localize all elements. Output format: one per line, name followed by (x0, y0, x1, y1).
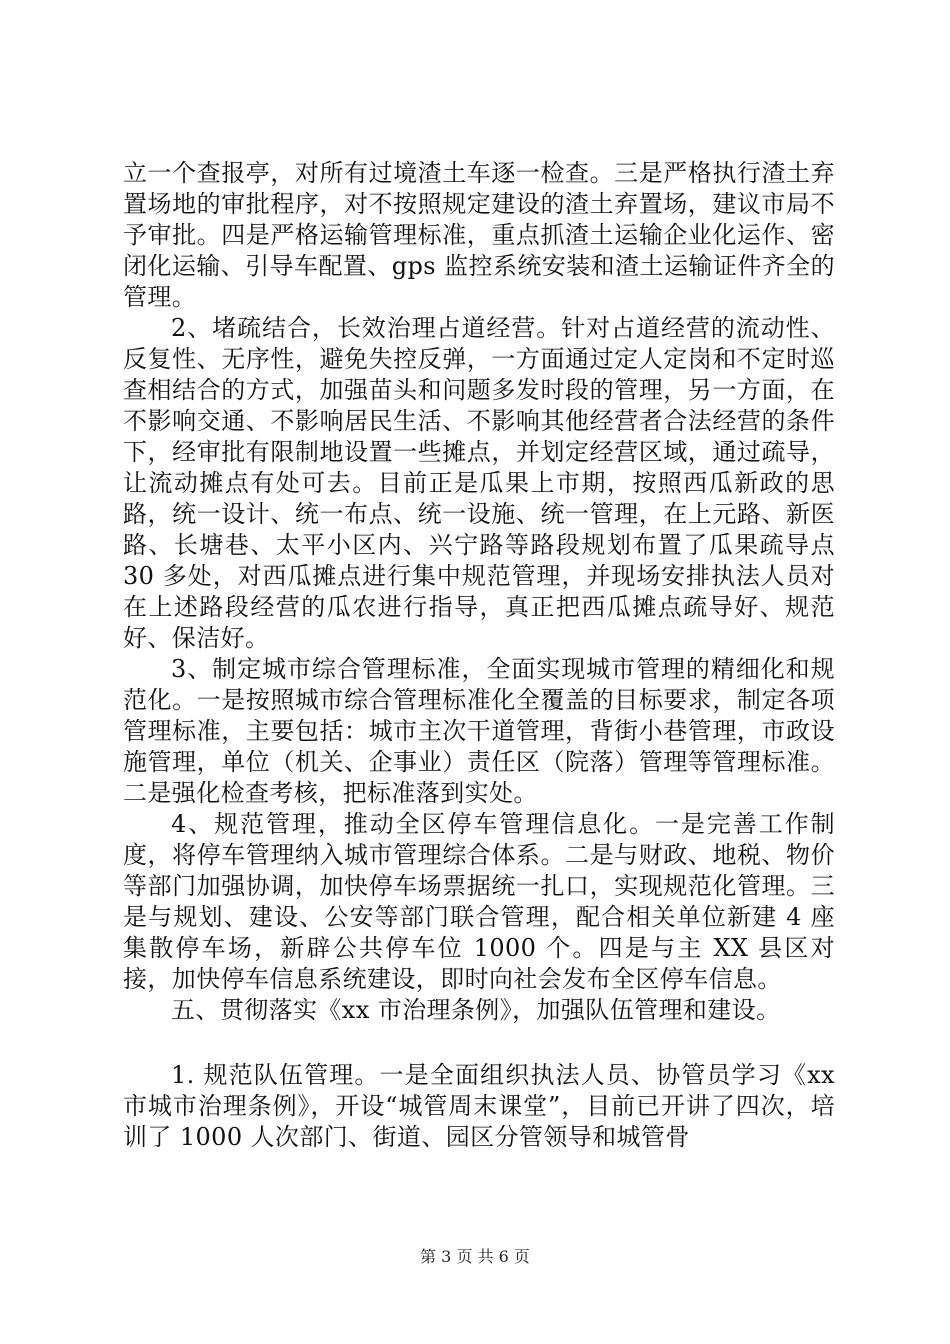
page-footer: 第 3 页 共 6 页 (420, 1247, 530, 1266)
paragraph-item-2: 2、堵疏结合，长效治理占道经营。针对占道经营的流动性、反复性、无序性，避免失控反弹，一方面通过定人定岗和不定时巡查相结合的方式，加强苗头和问题多发时段的管理，另一方面，在不影响交通、不影响居民生活、不影响其他经营者合法经营的条件下，经审批有限制地设置一些摊点，并划定经营区域，通过疏导，让流动摊点有处可去。目前正是瓜果上市期，按照西瓜新政的思路，统一设计、统一布点、统一设施、统一管理，在上元路、新医路、长塘巷、太平小区内、兴宁路等路段规划布置了瓜果疏导点 30 多处，对西瓜摊点进行集中规范管理，并现场安排执法人员对在上述路段经营的瓜农进行指导，真正把西瓜摊点疏导好、规范好、保洁好。 (123, 314, 835, 652)
document-body (123, 158, 835, 1153)
paragraph-gap (123, 1026, 835, 1060)
paragraph-item-4: 4、规范管理，推动全区停车管理信息化。一是完善工作制度，将停车管理纳入城市管理综合体系。二是与财政、地税、物价等部门加强协调，加快停车场票据统一扎口，实现规范化管理。三是与规划、建设、公安等部门联合管理，配合相关单位新建 4 座集散停车场，新辟公共停车位 1000 个。四是与主 XX 县区对接，加快停车信息系统建设，即时向社会发布全区停车信息。 (123, 810, 835, 993)
section-heading: 五、贯彻落实《xx 市治理条例》，加强队伍管理和建设。 (171, 996, 781, 1024)
paragraph-team-management: 1. 规范队伍管理。一是全面组织执法人员、协管员学习《xx 市城市治理条例》，开设“城管周末课堂”，目前已开讲了四次，培训了 1000 人次部门、街道、园区分管领导和城管骨 (123, 1061, 835, 1151)
paragraph-item-3: 3、制定城市综合管理标准，全面实现城市管理的精细化和规范化。一是按照城市综合管理标准化全覆盖的目标要求，制定各项管理标准，主要包括：城市主次干道管理，背街小巷管理，市政设施管理，单位（机关、企事业）责任区（院落）管理等管理标准。二是强化检查考核，把标准落到实处。 (123, 655, 835, 807)
paragraph-continuation: 立一个查报亭，对所有过境渣土车逐一检查。三是严格执行渣土弃置场地的审批程序，对不按照规定建设的渣土弃置场，建议市局不予审批。四是严格运输管理标准，重点抓渣土运输企业化运作、密闭化运输、引导车配置、gps 监控系统安装和渣土运输证件齐全的管理。 (123, 159, 835, 311)
